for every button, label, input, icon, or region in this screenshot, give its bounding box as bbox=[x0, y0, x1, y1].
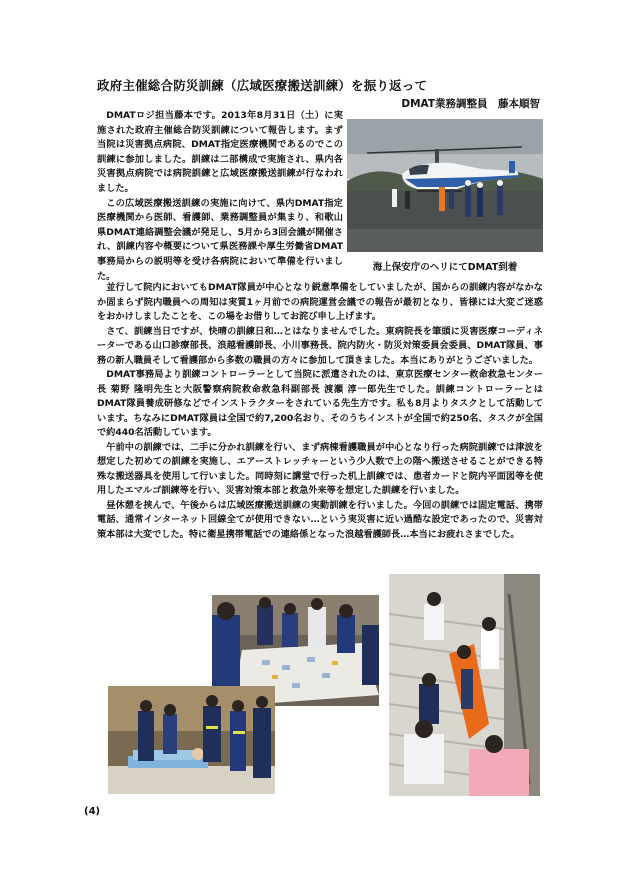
author-line: DMAT業務調整員 藤本順智 bbox=[401, 98, 540, 110]
stretcher-training-photo bbox=[108, 686, 275, 794]
main-body bbox=[97, 281, 543, 542]
page-number: (4) bbox=[84, 806, 101, 817]
paragraph: 並行して院内においてもDMAT隊員が中心となり鋭意準備をしていましたが、国からの訓練内容がなかなか固まらず院内職員への周知は実質1ヶ月前での病院運営会議での報告が最初となり、皆様には大変ご迷惑をおかけしましたことを、この場をお借りしてお詫び申し上げます。 bbox=[97, 282, 543, 322]
article-title: 政府主催総合防災訓練（広域医療搬送訓練）を振り返って bbox=[97, 78, 428, 93]
intro-column bbox=[97, 109, 343, 284]
photo-caption: 海上保安庁のヘリにてDMAT到着 bbox=[372, 262, 518, 273]
air-stretcher-stairs-photo bbox=[389, 574, 540, 796]
paragraph: 午前中の訓練では、二手に分かれ訓練を行い、まず病棟看護職員が中心となり行った病院訓練では津波を想定した初めての訓練を実施し、エアーストレッチャーという少人数で上の階へ搬送させることができる特殊な搬送器具を使用して行いました。同時刻に講堂で行った机上訓練では、患者カードと院内平面図等を使用したエマルゴ訓練等を行い、災害対策本部と救急外来等を想定した訓練を行いました。 bbox=[97, 441, 543, 496]
paragraph: さて、訓練当日ですが、快晴の訓練日和…とはなりませんでした。東病院長を筆頭に災害医療コーディネーターである山口診療部長、浪越看護師長、小川事務長、院内防火・防災対策委員会委員、DMAT隊員、事務の新人職員そして看護部から多数の職員の方々に参加して頂きました。本当にありがとうございました。 bbox=[97, 325, 543, 366]
paragraph: DMAT事務局より訓練コントローラーとして当院に派遣されたのは、東京医療センター救命救急センター長 菊野 隆明先生と大阪警察病院救命救急科副部長 渡瀬 淳一郎先生でした。訓練コントローラーとはDMAT隊員養成研修などでインストラクターをされている先生方です。私も8月よりタスクとして活動しています。ちなみにDMAT隊員は全国で約7,200名おり、そのうちインストが全国で約250名、タスクが全国で約440名活動しています。 bbox=[97, 369, 543, 438]
paragraph: 昼休憩を挟んで、午後からは広域医療搬送訓練の実動訓練を行いました。今回の訓練では固定電話、携帯電話、通常インターネット回線全てが使用できない…という実災害に近い過酷な設定であったので、災害対策本部は大変でした。特に衛星携帯電話での連絡係となった浪越看護師長…本当にお疲れさまでした。 bbox=[97, 499, 543, 540]
paragraph: この広域医療搬送訓練の実施に向けて、県内DMAT指定医療機関から医師、看護師、業務調整員が集まり、和歌山県DMAT連絡調整会議が発足し、5月から3回会議が開催され、訓練内容や概要について県医務課や厚生労働省DMAT事務局からの説明等を受け各病院において準備を行いました。 bbox=[97, 197, 343, 282]
paragraph: DMATロジ担当藤本です。2013年8月31日（土）に実施された政府主催総合防災訓練について報告します。まず当院は災害拠点病院、DMAT指定医療機関であるのでこの訓練に参加しました。訓練は二部構成で実施され、県内各災害拠点病院では病院訓練と広域医療搬送訓練が行なわれました。 bbox=[97, 110, 343, 194]
helicopter-photo bbox=[347, 119, 543, 252]
